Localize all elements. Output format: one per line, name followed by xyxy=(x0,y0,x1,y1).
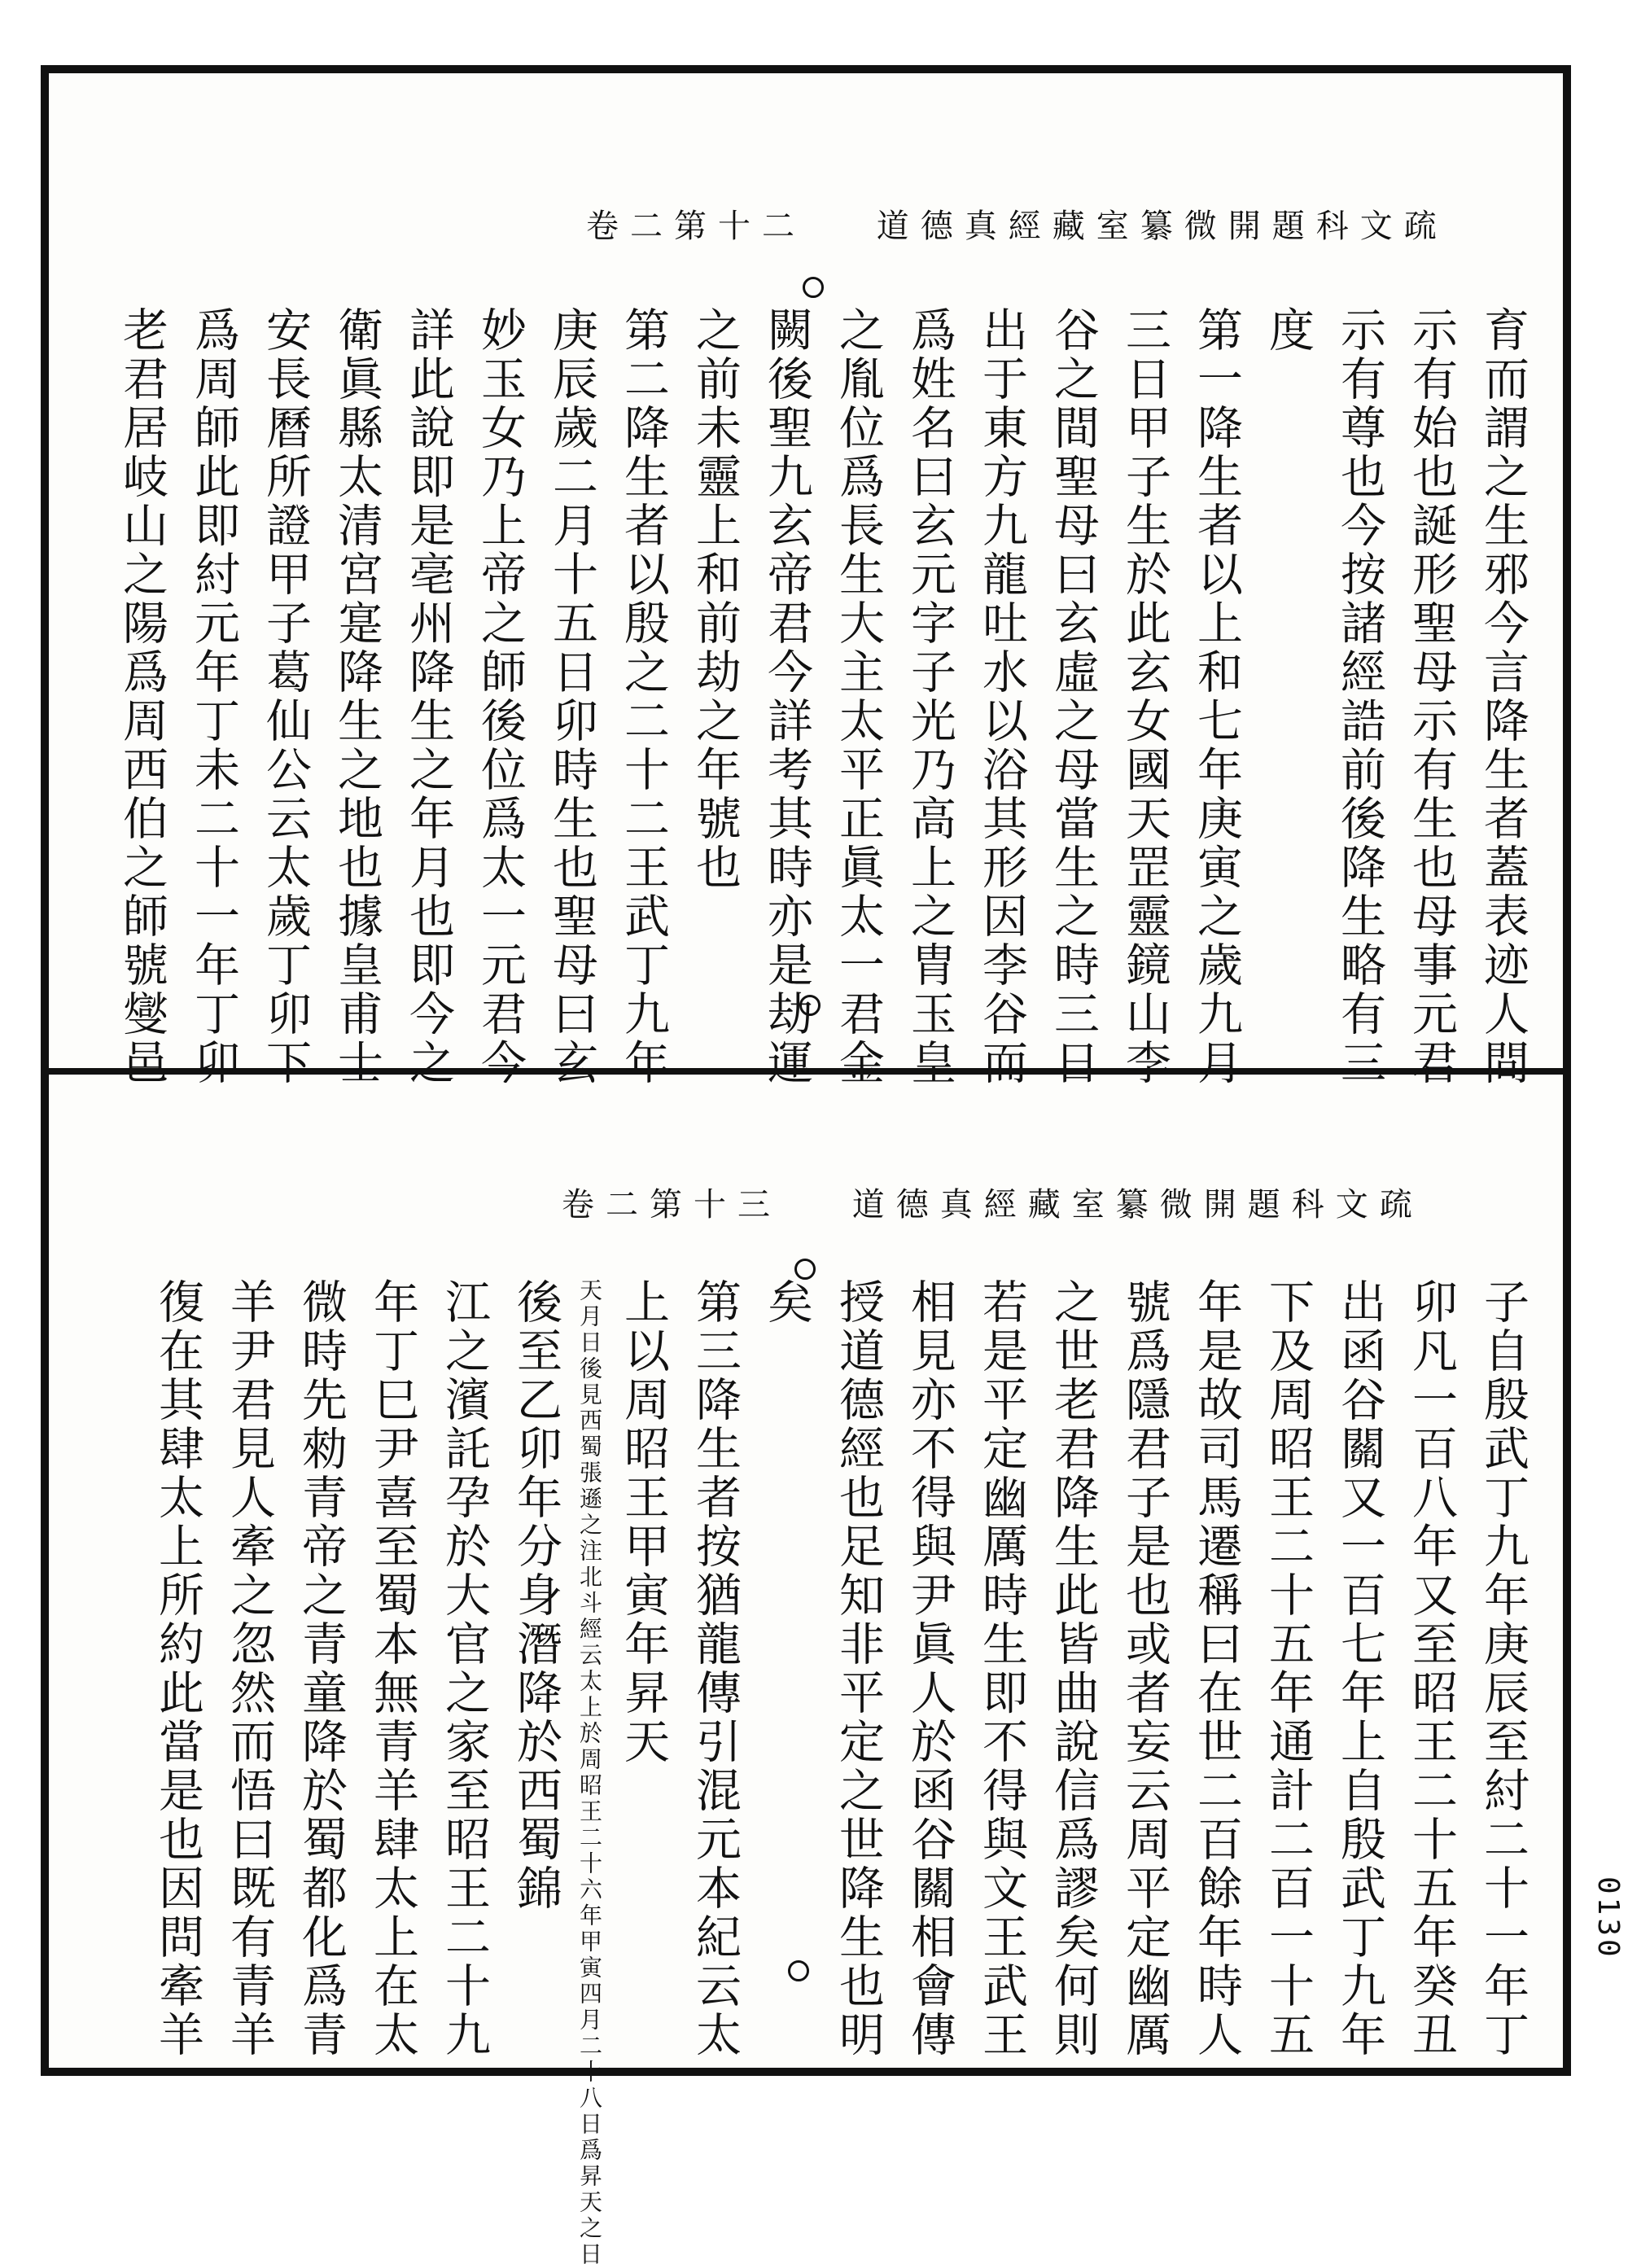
text-column: 羊尹君見人牽之忽然而悟曰既有青羊 xyxy=(223,1278,276,2060)
text-column: 年是故司馬遷稱曰在世二百餘年時人 xyxy=(1190,1278,1243,2060)
text-column: 若是平定幽厲時生即不得與文王武王 xyxy=(975,1278,1028,2060)
circle-mark xyxy=(799,995,821,1016)
text-column: 妙玉女乃上帝之師後位爲太一元君今 xyxy=(474,306,527,1088)
top-header-volume: 卷二第十二 xyxy=(586,208,806,245)
text-column: 後至乙卯年分身潛降於西蜀錦 xyxy=(510,1278,562,1913)
text-column: 爲姓名曰玄元字子光乃高上之胄玉皇 xyxy=(904,306,956,1088)
text-column: 復在其肆太上所約此當是也因問牽羊 xyxy=(151,1278,204,2060)
text-column: 上以周昭王甲寅年昇天 xyxy=(617,1278,670,1767)
text-column: 之胤位爲長生大主太平正眞太一君金 xyxy=(832,306,885,1088)
page-number: 0130 xyxy=(1591,1876,1625,1960)
bottom-header-title: 道德真經藏室纂微開題科文疏 xyxy=(851,1186,1424,1224)
text-column: 第三降生者按猶龍傳引混元本紀云太 xyxy=(689,1278,742,2060)
text-column: 衛眞縣太清宮寔降生之地也據皇甫士 xyxy=(330,306,383,1088)
circle-mark xyxy=(803,277,824,298)
text-column: 育而謂之生邪今言降生者蓋表迹人間 xyxy=(1477,306,1530,1088)
text-column: 微時先勑青帝之青童降於蜀都化爲青 xyxy=(295,1278,348,2060)
text-column: 詳此說即是亳州降生之年月也即今之 xyxy=(402,306,455,1088)
text-column: 矣 xyxy=(760,1278,813,1327)
text-column: 示有尊也今按諸經誥前後降生略有三 xyxy=(1333,306,1386,1088)
text-column: 爲周師此即紂元年丁未二十一年丁卯 xyxy=(187,306,240,1088)
text-column: 示有始也誕形聖母示有生也母事元君 xyxy=(1405,306,1458,1088)
text-column: 三日甲子生於此玄女國天罡靈鏡山李 xyxy=(1118,306,1171,1088)
text-column: 谷之間聖母曰玄虛之母當生之時三日 xyxy=(1047,306,1100,1088)
top-header-title: 道德真經藏室纂微開題科文疏 xyxy=(876,208,1448,245)
text-column: 之世老君降生此皆曲說信爲謬矣何則 xyxy=(1047,1278,1100,2060)
text-column: 第二降生者以殷之二十二王武丁九年 xyxy=(617,306,670,1088)
top-panel-header xyxy=(586,200,1448,247)
annotation-column: 天月日後見西蜀張遜之注北斗經云太上於周昭王二十六年甲寅四月二十八日爲昇天之日 xyxy=(576,1278,603,2268)
circle-mark xyxy=(788,1960,809,1981)
text-column: 安長曆所證甲子葛仙公云太歲丁卯下 xyxy=(259,306,312,1088)
text-column: 出于東方九龍吐水以浴其形因李谷而 xyxy=(975,306,1028,1088)
text-column: 之前未靈上和前劫之年號也 xyxy=(689,306,742,892)
text-column: 闕後聖九玄帝君今詳考其時亦是劫運 xyxy=(760,306,813,1088)
text-column: 子自殷武丁九年庚辰至紂二十一年丁 xyxy=(1477,1278,1530,2060)
bottom-header-volume: 卷二第十三 xyxy=(562,1186,781,1224)
text-column: 度 xyxy=(1262,306,1315,355)
text-column: 出函谷關又一百七年上自殷武丁九年 xyxy=(1333,1278,1386,2060)
text-column: 庚辰歲二月十五日卯時生也聖母曰玄 xyxy=(545,306,598,1088)
bottom-panel-header xyxy=(562,1179,1424,1225)
text-column: 年丁巳尹喜至蜀本無青羊肆太上在太 xyxy=(366,1278,419,2060)
text-column: 卯凡一百八年又至昭王二十五年癸丑 xyxy=(1405,1278,1458,2060)
text-column: 相見亦不得與尹眞人於函谷關相會傳 xyxy=(904,1278,956,2060)
text-column: 第一降生者以上和七年庚寅之歲九月 xyxy=(1190,306,1243,1088)
circle-mark xyxy=(794,1259,816,1280)
text-column: 江之濱託孕於大官之家至昭王二十九 xyxy=(438,1278,491,2060)
top-panel-text xyxy=(106,306,1538,1088)
text-column: 號爲隱君子是也或者妄云周平定幽厲 xyxy=(1118,1278,1171,2060)
text-column: 下及周昭王二十五年通計二百一十五 xyxy=(1262,1278,1315,2060)
bottom-panel-text xyxy=(142,1278,1538,2268)
text-column: 授道德經也足知非平定之世降生也明 xyxy=(832,1278,885,2060)
text-column: 老君居岐山之陽爲周西伯之師號燮邑 xyxy=(116,306,168,1088)
